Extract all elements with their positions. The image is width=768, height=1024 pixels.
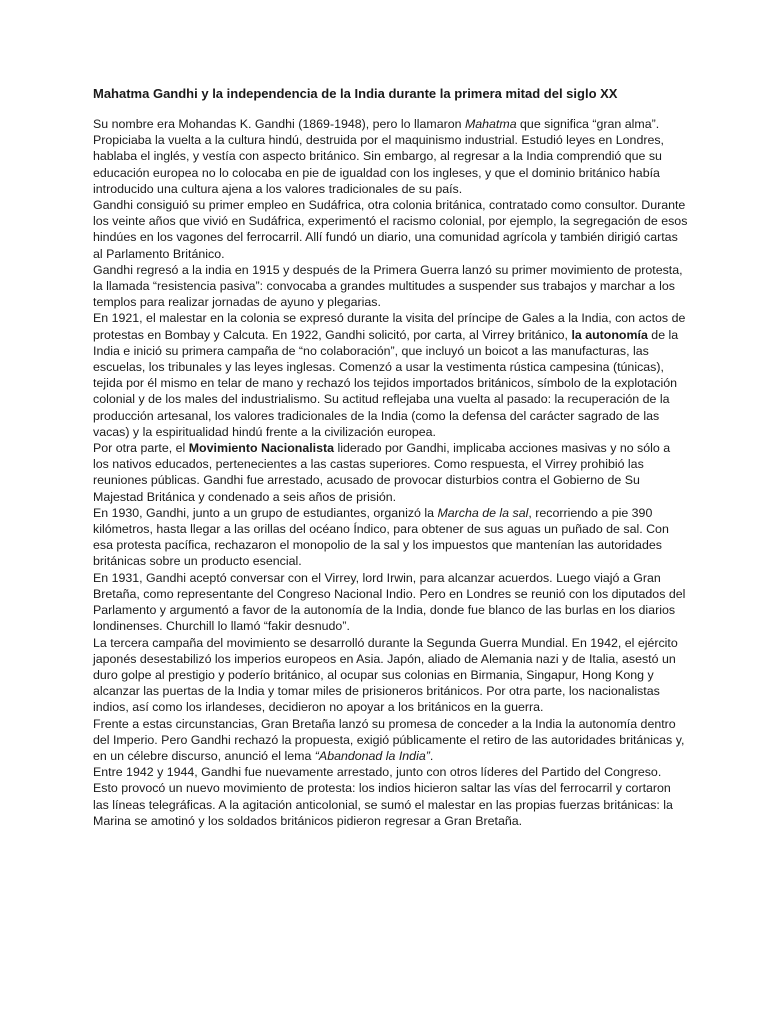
italic-text: Mahatma <box>464 117 517 131</box>
paragraph <box>93 197 688 262</box>
paragraph <box>93 310 688 440</box>
paragraph <box>93 764 688 829</box>
paragraph-text: Su nombre era Mohandas K. Gandhi (1869-1948), pero lo llamaron <box>93 117 465 131</box>
paragraph <box>93 570 688 635</box>
paragraph-text: Gandhi regresó a la india en 1915 y después de la Primera Guerra lanzó su primer movimiento de protesta, la llamada “resistencia pasiva”: convocaba a grandes multitudes a suspender sus trabajos y marchar a los templos para realizar jornadas de ayuno y plegarias. <box>93 262 683 310</box>
paragraph-text: Por otra parte, el <box>93 441 189 456</box>
paragraph-text: liderado por Gandhi, implicaba acciones masivas y no sólo a los nativos educados, pertenecientes a las castas superiores. Como respuesta, el Virrey prohibió las reuniones públicas. Gandhi fue arrestado, acusado de provocar disturbios contra el Gobierno de Su Majestad Británica y condenado a seis años de prisión. <box>93 441 671 504</box>
bold-text: Movimiento Nacionalista <box>188 441 335 456</box>
paragraph-text: de la India e inició su primera campaña de “no colaboración”, que incluyó un boicot a las manufacturas, las escuelas, los tribunales y las leyes inglesas. Comenzó a usar la vestimenta rústica campesina (túnicas), tejida por él mismo en telar de mano y rechazó los tejidos importados británicos, símbolo de la explotación colonial y de los males del industrialismo. Su actitud reflejaba una vuelta al pasado: la recuperación de la producción artesanal, los valores tradicionales de la India (como la defensa del carácter sagrado de las vacas) y la espiritualidad hindú frente a la civilización europea. <box>93 327 679 439</box>
paragraph-text: que significa “gran alma”. Propiciaba la vuelta a la cultura hindú, destruida por el maquinismo industrial. Estudió leyes en Londres, hablaba el inglés, y vestía con aspecto británico. Sin embargo, al regresar a la India comprendió que su educación europea no lo colocaba en pie de igualdad con los ingleses, y que el dominio británico había introducido una cultura ajena a los valores tradicionales de su país. <box>93 117 664 196</box>
paragraph-text: En 1931, Gandhi aceptó conversar con el Virrey, lord Irwin, para alcanzar acuerdos. Luego viajó a Gran Bretaña, como representante del Congreso Nacional Indio. Pero en Londres se reunió con los diputados del Parlamento y argumentó a favor de la autonomía de la India, donde fue blanco de las burlas en los diarios londinenses. Churchill lo llamó “fakir desnudo”. <box>93 570 686 634</box>
paragraph-text: La tercera campaña del movimiento se desarrolló durante la Segunda Guerra Mundial. En 1942, el ejército japonés desestabilizó los imperios europeos en Asia. Japón, aliado de Alemania nazi y de Italia, asestó un duro golpe al prestigio y poderío británico, al ocupar sus colonias en Birmania, Singapur, Hong Kong y alcanzar las puertas de la India y tomar miles de prisioneros británicos. Por otra parte, los nacionalistas indios, así como los irlandeses, decidieron no apoyar a los británicos en la guerra. <box>93 635 678 715</box>
paragraph-text: Gandhi consiguió su primer empleo en Sudáfrica, otra colonia británica, contratado como consultor. Durante los veinte años que vivió en Sudáfrica, experimentó el racismo colonial, por ejemplo, la segregación de esos hindúes en los vagones del ferrocarril. Allí fundó un diario, una comunidad agrícola y también dirigió cartas al Parlamento Británico. <box>93 198 688 261</box>
paragraph <box>93 116 688 197</box>
paragraph-text: En 1930, Gandhi, junto a un grupo de estudiantes, organizó la <box>93 505 438 520</box>
paragraph-text: . <box>429 748 434 763</box>
paragraph <box>93 635 688 716</box>
paragraph <box>93 716 688 765</box>
paragraph-text: Frente a estas circunstancias, Gran Bretaña lanzó su promesa de conceder a la India la autonomía dentro del Imperio. Pero Gandhi rechazó la propuesta, exigió públicamente el retiro de las autoridades británicas y, en un célebre discurso, anunció el lema <box>93 716 685 763</box>
italic-text: Marcha de la sal <box>437 505 529 520</box>
paragraph-text: , recorriendo a pie 390 kilómetros, hasta llegar a las orillas del océano Índico, para obtener de sus aguas un puñado de sal. Con esa protesta pacífica, rechazaron el monopolio de la sal y los impuestos que mantenían las autoridades británicas sobre un producto esencial. <box>93 505 669 569</box>
document-body <box>93 116 688 829</box>
italic-text: “Abandonad la India” <box>314 748 430 763</box>
paragraph <box>93 505 688 570</box>
paragraph <box>93 262 688 311</box>
paragraph-text: Entre 1942 y 1944, Gandhi fue nuevamente arrestado, junto con otros líderes del Partido del Congreso. Esto provocó un nuevo movimiento de protesta: los indios hicieron saltar las vías del ferrocarril y cortaron las líneas telegráficas. A la agitación anticolonial, se sumó el malestar en las propias fuerzas británicas: la Marina se amotinó y los soldados británicos pidieron regresar a Gran Bretaña. <box>93 765 673 828</box>
paragraph <box>93 440 688 505</box>
paragraph-text: En 1921, el malestar en la colonia se expresó durante la visita del príncipe de Gales a la India, con actos de protestas en Bombay y Calcuta. En 1922, Gandhi solicitó, por carta, al Virrey británico, <box>93 311 686 342</box>
document-title: Mahatma Gandhi y la independencia de la India durante la primera mitad del siglo XX <box>93 86 618 101</box>
bold-text: la autonomía <box>571 327 648 342</box>
